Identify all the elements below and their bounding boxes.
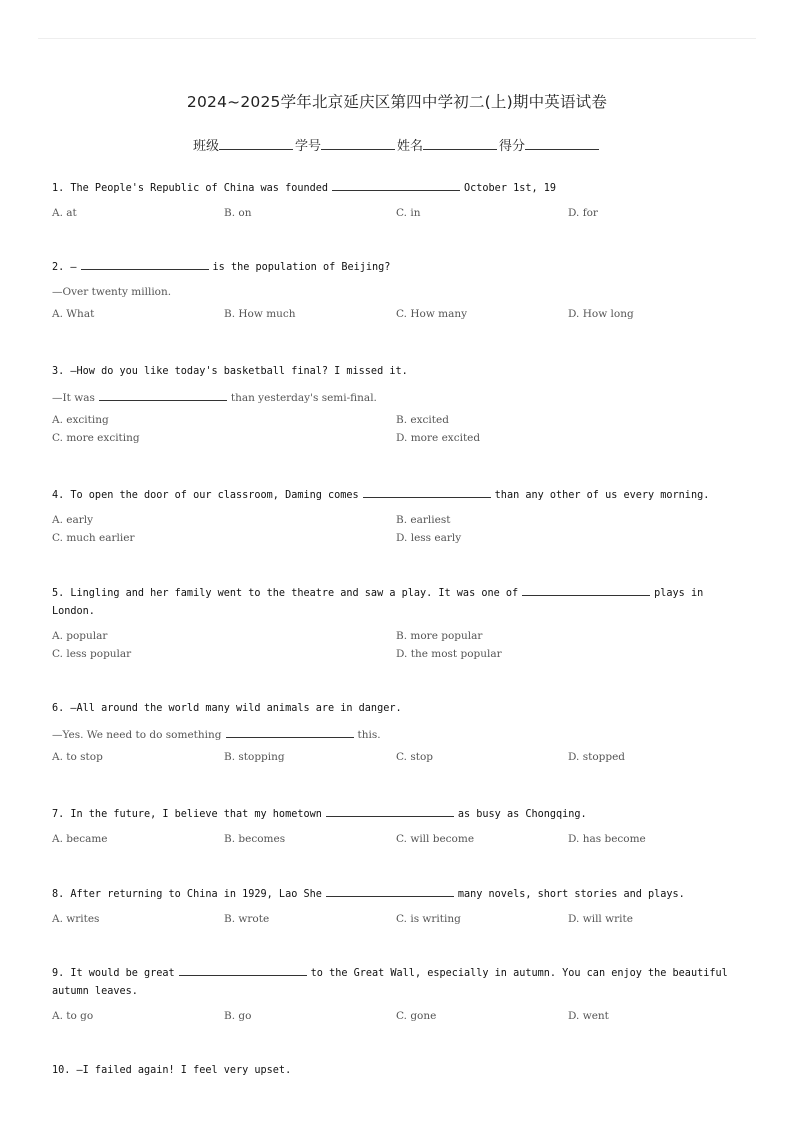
answer-blank[interactable] (226, 726, 354, 738)
question-stem: 8. After returning to China in 1929, Lao She many novels, short stories and plays. (52, 885, 752, 904)
question-stem: 6. —All around the world many wild animals are in danger. (52, 703, 402, 714)
question-4 (52, 486, 752, 545)
options (52, 832, 752, 846)
question-2 (52, 258, 752, 321)
option-b: B. stopping (224, 751, 285, 763)
answer-blank[interactable] (179, 964, 307, 976)
top-divider (38, 38, 756, 39)
option-b: B. go (224, 1010, 252, 1022)
question-stem: 1. The People's Republic of China was founded October 1st, 19 (52, 179, 752, 198)
question-stem: 2. — is the population of Beijing? (52, 258, 752, 277)
option-b: B. How much (224, 308, 296, 320)
dialogue-reply: —Over twenty million. (52, 286, 172, 298)
option-c: C. stop (396, 751, 433, 763)
student-number-blank[interactable] (321, 137, 395, 150)
question-stem: 9. It would be great to the Great Wall, especially in autumn. You can enjoy the beautiful autumn leaves. (52, 964, 752, 1001)
options (52, 912, 752, 926)
question-1 (52, 179, 752, 220)
option-a: A. writes (52, 913, 100, 925)
dialogue-reply: —Yes. We need to do something this. (52, 726, 752, 742)
option-c: C. much earlier (52, 532, 135, 544)
option-b: B. more popular (396, 630, 483, 642)
question-7 (52, 805, 752, 846)
option-c: C. in (396, 207, 421, 219)
options (52, 750, 752, 764)
answer-blank[interactable] (326, 805, 454, 817)
option-a: A. to stop (52, 751, 103, 763)
exam-title: 2024~2025学年北京延庆区第四中学初二(上)期中英语试卷 (186, 93, 608, 111)
answer-blank[interactable] (363, 486, 491, 498)
option-a: A. became (52, 833, 108, 845)
option-c: C. will become (396, 833, 475, 845)
name-field: 姓名 (397, 135, 499, 154)
option-a: A. at (52, 207, 77, 219)
option-d: D. has become (568, 833, 646, 845)
option-a: A. popular (52, 630, 108, 642)
answer-blank[interactable] (522, 584, 650, 596)
option-c: C. How many (396, 308, 468, 320)
class-blank[interactable] (219, 137, 293, 150)
student-number-field: 学号 (295, 135, 397, 154)
option-c: C. more exciting (52, 432, 140, 444)
question-stem: 4. To open the door of our classroom, Daming comes than any other of us every morning. (52, 486, 752, 505)
option-b: B. earliest (396, 514, 451, 526)
options (52, 513, 752, 545)
question-stem: 10. —I failed again! I feel very upset. (52, 1065, 292, 1076)
question-stem: 5. Lingling and her family went to the theatre and saw a play. It was one of plays in London. (52, 584, 752, 621)
option-d: D. will write (568, 913, 633, 925)
option-a: A. What (52, 308, 95, 320)
option-b: B. wrote (224, 913, 270, 925)
name-blank[interactable] (423, 137, 497, 150)
option-b: B. becomes (224, 833, 286, 845)
question-stem: 7. In the future, I believe that my hometown as busy as Chongqing. (52, 805, 752, 824)
option-a: A. early (52, 514, 94, 526)
options (52, 307, 752, 321)
option-d: D. for (568, 207, 598, 219)
question-stem: 3. —How do you like today's basketball final? I missed it. (52, 366, 408, 377)
question-3 (52, 363, 752, 445)
class-field: 班级 (193, 135, 295, 154)
options (52, 413, 752, 445)
question-5 (52, 584, 752, 661)
option-d: D. How long (568, 308, 634, 320)
option-b: B. on (224, 207, 252, 219)
question-8 (52, 885, 752, 926)
option-d: D. went (568, 1010, 609, 1022)
options (52, 1009, 752, 1023)
dialogue-reply: —It was than yesterday's semi-final. (52, 389, 752, 405)
option-d: D. the most popular (396, 648, 502, 660)
score-blank[interactable] (525, 137, 599, 150)
student-info-row (0, 135, 794, 154)
option-a: A. exciting (52, 414, 109, 426)
option-b: B. excited (396, 414, 449, 426)
question-6 (52, 700, 752, 764)
question-9 (52, 964, 752, 1023)
answer-blank[interactable] (81, 258, 209, 270)
question-10 (52, 1062, 752, 1080)
option-d: D. more excited (396, 432, 481, 444)
option-d: D. stopped (568, 751, 626, 763)
option-c: C. less popular (52, 648, 132, 660)
answer-blank[interactable] (332, 179, 460, 191)
option-a: A. to go (52, 1010, 94, 1022)
options (52, 206, 752, 220)
options (52, 629, 752, 661)
option-d: D. less early (396, 532, 462, 544)
option-c: C. gone (396, 1010, 437, 1022)
answer-blank[interactable] (99, 389, 227, 401)
score-field: 得分 (499, 135, 601, 154)
option-c: C. is writing (396, 913, 461, 925)
answer-blank[interactable] (326, 885, 454, 897)
